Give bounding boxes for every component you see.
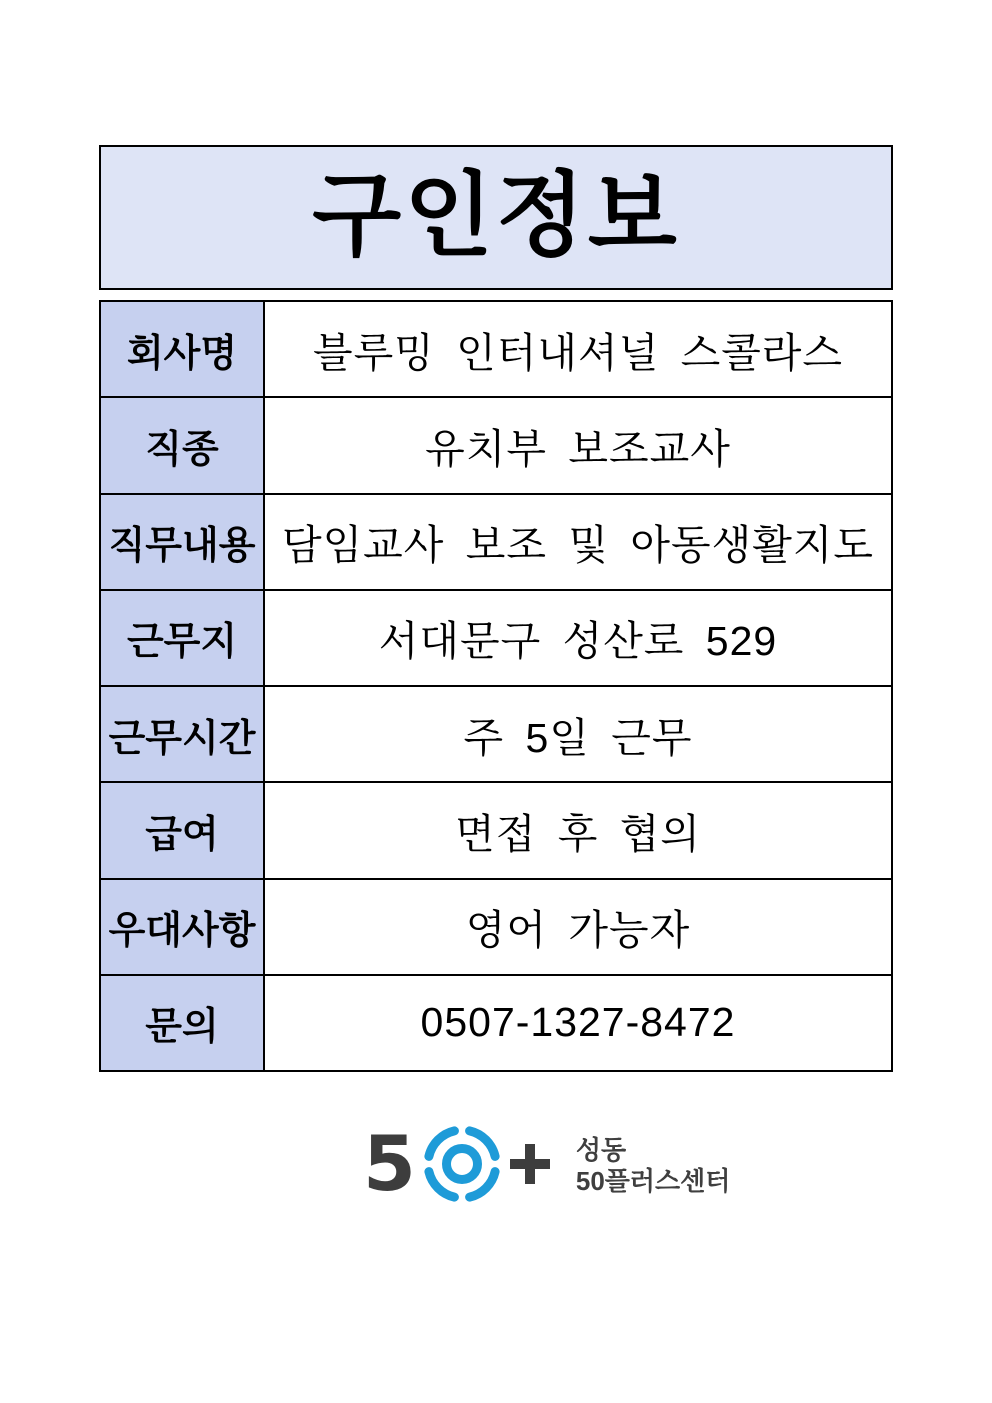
label-contact: 문의 [100,975,264,1071]
logo-digit-five: 5 [363,1119,416,1208]
fifty-plus-circle-icon [421,1123,503,1205]
table-row-work-hours [100,686,892,782]
page-title-box [99,145,893,290]
label-preferred-qualification: 우대사항 [100,879,264,975]
table-row-work-location [100,590,892,686]
value-company-name: 블루밍 인터내셔널 스콜라스 [264,301,892,397]
table-row-contact [100,975,892,1071]
value-work-location: 서대문구 성산로 529 [264,590,892,686]
page-title: 구인정보 [312,164,680,267]
label-company-name: 회사명 [100,301,264,397]
logo-org-line2: 50플러스센터 [575,1166,731,1196]
value-job-description: 담임교사 보조 및 아동생활지도 [264,494,892,590]
table-row-job-description [100,494,892,590]
value-job-type: 유치부 보조교사 [264,397,892,493]
label-salary: 급여 [100,782,264,878]
table-row-company-name [100,301,892,397]
table-row-job-type [100,397,892,493]
logo-org-name [576,1135,731,1197]
label-job-type: 직종 [100,397,264,493]
plus-icon [510,1144,550,1184]
label-job-description: 직무내용 [100,494,264,590]
table-row-preferred-qualification [100,879,892,975]
job-info-table [99,300,893,1072]
label-work-location: 근무지 [100,590,264,686]
value-preferred-qualification: 영어 가능자 [264,879,892,975]
table-row-salary [100,782,892,878]
value-contact: 0507-1327-8472 [264,975,892,1071]
logo-org-line1: 성동 [575,1135,627,1165]
fifty-plus-center-logo [363,1119,731,1208]
value-salary: 면접 후 협의 [264,782,892,878]
value-work-hours: 주 5일 근무 [264,686,892,782]
label-work-hours: 근무시간 [100,686,264,782]
